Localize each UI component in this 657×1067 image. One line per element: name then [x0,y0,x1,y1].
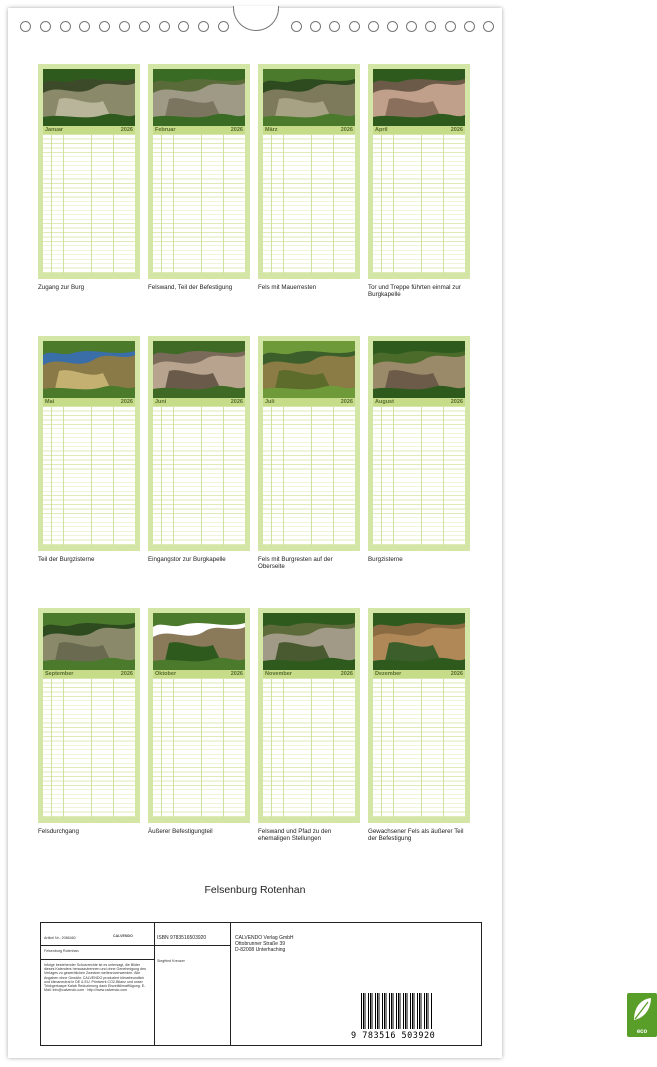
article-number: Artikel Nr.: 2086460 [44,936,76,940]
binding-hole [178,21,189,32]
barcode [361,993,433,1029]
binding-hole [464,21,475,32]
divider [41,945,154,946]
publisher-street: Ottobrunner Straße 39 [235,941,286,947]
binding-hole [139,21,150,32]
month-name: Juni [155,399,167,405]
day-rows [43,135,135,273]
binding-hole [99,21,110,32]
month-header [263,670,355,678]
month-header [263,398,355,406]
photo-caption: Zugang zur Burg [38,284,85,291]
month-name: Oktober [155,671,177,677]
divider [155,945,230,946]
month-year: 2026 [230,671,243,677]
binding-hole [368,21,379,32]
photo-caption: Felswand, Teil der Befestigung [148,284,233,291]
binding-hole [310,21,321,32]
month-card [368,608,470,823]
binding-hole [329,21,340,32]
month-header [263,126,355,134]
calendar-hanger [233,6,279,31]
eco-badge [627,993,657,1037]
month-photo [373,613,465,670]
month-photo [263,69,355,126]
month-photo [263,341,355,398]
month-year: 2026 [340,127,353,133]
month-photo [153,69,245,126]
month-header [153,398,245,406]
product-title: Felsenburg Rotenhan [44,949,79,953]
month-header [43,126,135,134]
month-card [148,608,250,823]
leaf-icon [630,996,654,1024]
month-year: 2026 [120,671,133,677]
binding-hole [483,21,494,32]
month-year: 2026 [340,399,353,405]
divider [41,959,154,960]
back-cover-info [40,922,648,1046]
month-year: 2026 [230,399,243,405]
photo-caption: Äußerer Befestigungteil [148,828,213,835]
month-name: August [375,399,394,405]
day-rows [263,135,355,273]
month-photo [373,69,465,126]
month-photo [153,341,245,398]
month-card [258,336,360,551]
month-card [148,336,250,551]
day-rows [373,679,465,817]
binding-hole [291,21,302,32]
calendar-sheet [8,8,648,1058]
photo-caption: Tor und Treppe führten einmal zur Burgkapelle [368,284,461,298]
publisher-city: D-82008 Unterhaching [235,947,286,953]
month-name: Mai [45,399,55,405]
month-header [153,670,245,678]
photo-caption: Eingangstor zur Burgkapelle [148,556,226,563]
binding-hole [159,21,170,32]
day-rows [263,679,355,817]
day-rows [263,407,355,545]
month-year: 2026 [230,127,243,133]
month-year: 2026 [450,671,463,677]
month-year: 2026 [450,127,463,133]
calendar-title: Felsenburg Rotenhan [204,884,306,896]
binding-hole [406,21,417,32]
binding-hole [40,21,51,32]
publisher-column [231,923,648,1045]
month-card [368,336,470,551]
month-year: 2026 [120,127,133,133]
month-name: Juli [265,399,275,405]
month-photo [153,613,245,670]
day-rows [153,679,245,817]
calvendo-logo: CALVENDO [113,934,133,938]
month-header [43,398,135,406]
month-card [38,336,140,551]
binding-hole [20,21,31,32]
month-year: 2026 [340,671,353,677]
month-header [43,670,135,678]
month-photo [263,613,355,670]
day-rows [153,407,245,545]
photo-caption: Fels mit Mauerresten [258,284,317,291]
month-card [258,64,360,279]
author: Siegfried Kreuzer [157,959,185,963]
day-rows [373,407,465,545]
photo-caption: Teil der Burgzisterne [38,556,95,563]
month-header [153,126,245,134]
photo-caption: Burgzisterne [368,556,403,563]
month-year: 2026 [120,399,133,405]
month-year: 2026 [450,399,463,405]
binding-hole [60,21,71,32]
binding-hole [425,21,436,32]
month-name: April [375,127,388,133]
month-name: Januar [45,127,64,133]
barcode-number: 9 783516 503920 [351,1031,436,1041]
binding-hole [218,21,229,32]
month-card [38,608,140,823]
isbn: ISBN 9783516503920 [157,935,207,941]
photo-caption: Felsdurchgang [38,828,79,835]
month-card [258,608,360,823]
photo-caption: Fels mit Burgresten auf der Oberseite [258,556,333,570]
binding-hole [445,21,456,32]
eco-label: eco [636,1029,648,1035]
photo-caption: Felswand und Pfad zu den ehemaligen Stellungen [258,828,332,842]
photo-caption: Gewachsener Fels als äußerer Teil der Befestigung [368,828,464,842]
legal-text: Infolge bestehender Schutzrechte ist es untersagt, die Bilder dieses Kalenders herauszutrennen und ohne Genehmigung des Verlages zu gewerblichen Zwecken weiterzuverwenden. Alle Angaben ohne Gewähr. CALVENDO produziert klimafreundlich und klimaneutral in DE & EU. Printwerk CO2-Bilanz und unser Trinkgerkaspe Kalab Reduzierung dank Eiszeitklimatflügung. E-Mail: info@calvendo.com · http://www.calvendo.com [44,963,146,993]
month-name: September [45,671,74,677]
month-name: März [265,127,278,133]
binding-hole [79,21,90,32]
month-card [148,64,250,279]
month-header [373,126,465,134]
month-name: November [265,671,292,677]
month-header [373,670,465,678]
binding-hole [349,21,360,32]
month-photo [43,341,135,398]
month-name: Dezember [375,671,402,677]
info-column [41,923,155,1045]
day-rows [373,135,465,273]
day-rows [43,679,135,817]
month-photo [43,613,135,670]
month-photo [43,69,135,126]
isbn-column [155,923,231,1045]
day-rows [43,407,135,545]
day-rows [153,135,245,273]
month-card [368,64,470,279]
month-card [38,64,140,279]
binding-hole [387,21,398,32]
binding-hole [198,21,209,32]
binding-holes [8,8,502,38]
month-header [373,398,465,406]
month-photo [373,341,465,398]
publisher-name: CALVENDO Verlag GmbH [235,935,294,941]
binding-hole [119,21,130,32]
month-name: Februar [155,127,176,133]
